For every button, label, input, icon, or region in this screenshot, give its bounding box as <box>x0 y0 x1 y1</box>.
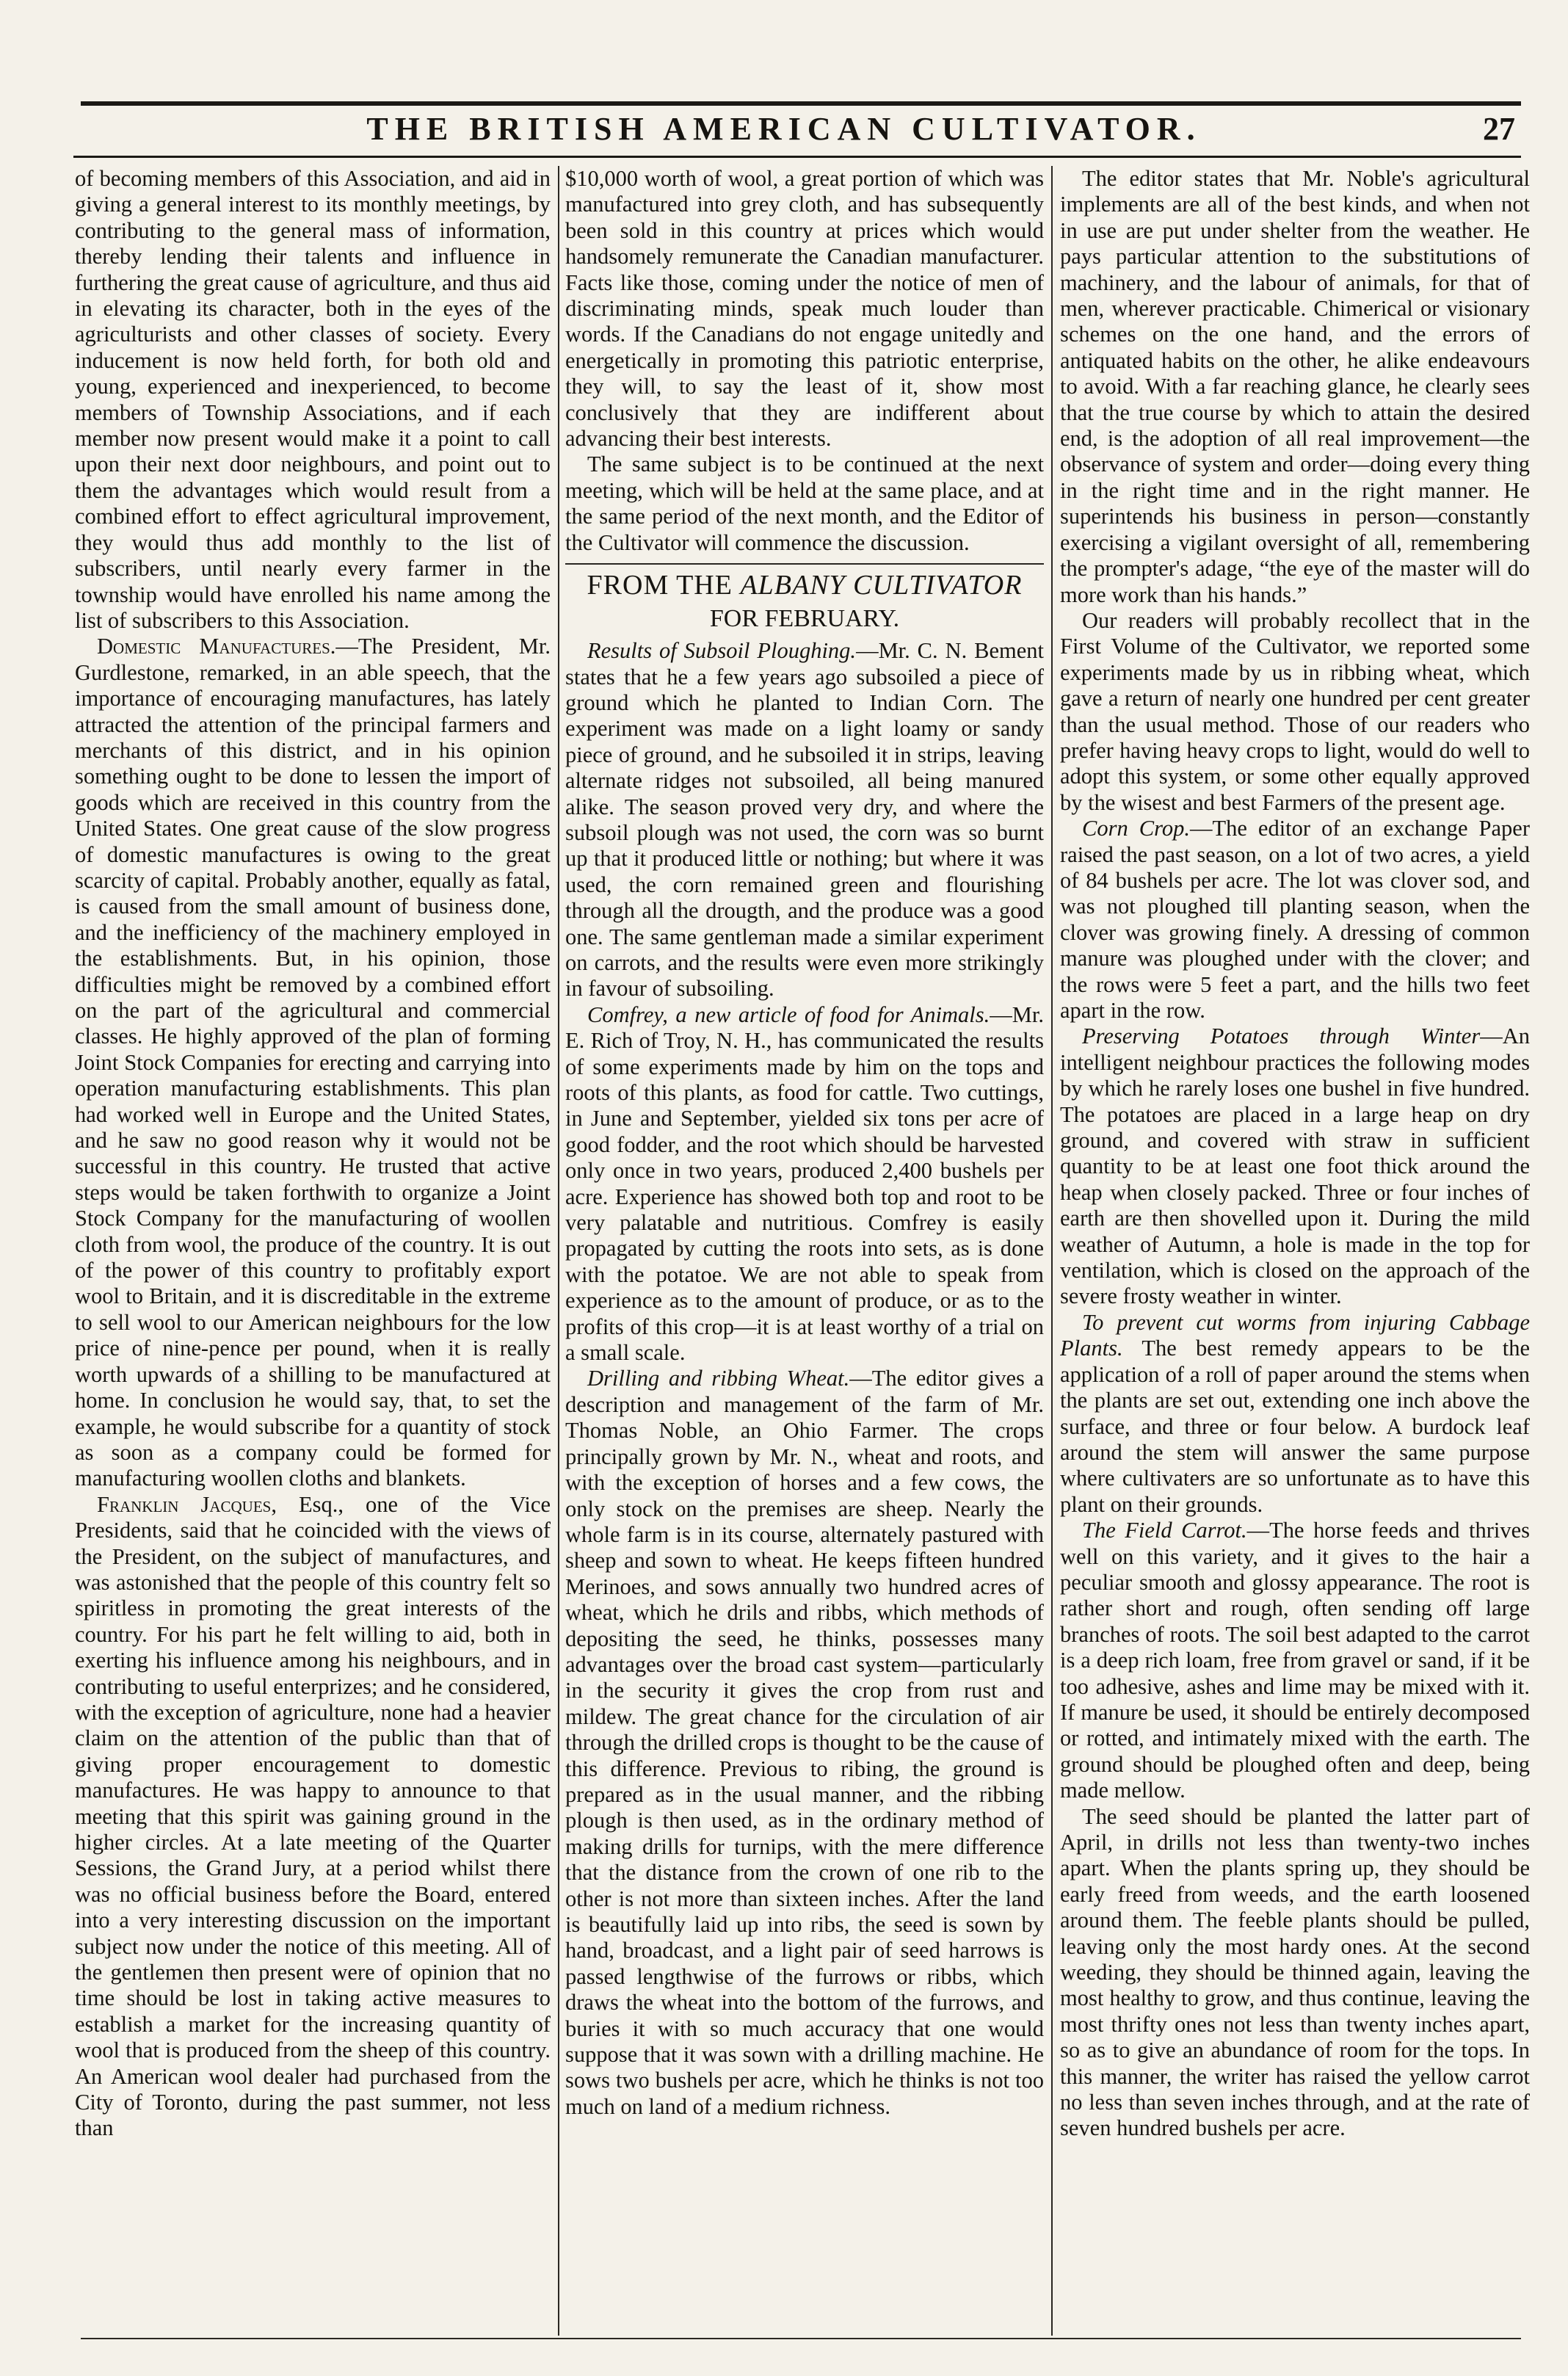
paragraph-lead: Results of Subsoil Ploughing. <box>587 638 857 664</box>
top-rule <box>81 101 1521 106</box>
header-rule <box>73 156 1521 158</box>
paragraph <box>75 1492 551 2142</box>
paragraph-body: —An intelligent neighbour practices the following modes by which he rarely loses one bushel in five hundred. The potatoes are placed in a large heap on dry ground, and covered with straw in sufficient quantity to be at least one foot thick around the heap when closely packed. Three or four inches of earth are then shovelled upon it. During the mild weather of Autumn, a hole is made in the top for ventilation, which is closed on the approach of the severe frosty weather in winter. <box>1060 1024 1530 1309</box>
paragraph-body: —The editor gives a description and management of the farm of Mr. Thomas Noble, an Ohio Farmer. The crops principally grown by Mr. N., wheat and roots, and with the exception of horses and a few cows, the only stock on the premises are sheep. Nearly the whole farm is in its course, alternately pastured with sheep and sown to wheat. He keeps fifteen hundred Merinoes, and sows annually two hundred acres of wheat, which he drils and ribbs, which methods of depositing the seed, he thinks, possesses many advantages over the broad cast system—particularly in the security it gives the crop from rust and mildew. The great chance for the circulation of air through the drilled crops is thought to be the cause of this difference. Previous to ribing, the ground is prepared as in the usual manner, and the ribbing plough is then used, as in the ordinary method of making drills for turnips, with the mere difference that the distance from the crown of one rib to the other is not more than sixteen inches. After the land is beautifully laid up into ribs, the seed is sown by hand, broadcast, and a light pair of seed harrows is passed lengthwise of the furrows or ribbs, which draws the wheat into the bottom of the furrows, and buries it with so much accuracy that one would suppose that it was sown with a drilling machine. He sows two bushels per acre, which he thinks is not too much on land of a medium richness. <box>565 1366 1044 2119</box>
paragraph: of becoming members of this Association, and aid in giving a general interest to its monthly meetings, by contributing to the general mass of information, thereby lending their talents and influence in furthering the great cause of agriculture, and thus aid in elevating its character, both in the eyes of the agriculturists and other classes of society. Every inducement is now held forth, for both old and young, experienced and inexperienced, to become members of Township Associations, and if each member now present would make it a point to call upon their next door neighbours, and point out to them the advantages which would result from a combined effort to effect agricultural improvement, they would thus add monthly to the list of subscribers, until nearly every farmer in the township would have enrolled his name among the list of subscribers to this Association. <box>75 166 551 633</box>
paragraph-lead: Drilling and ribbing Wheat. <box>587 1366 850 1391</box>
paragraph-lead: Franklin Jacques, <box>97 1491 277 1517</box>
paragraph <box>1060 1024 1530 1309</box>
column-1 <box>75 166 551 2336</box>
paragraph: The same subject is to be continued at the next meeting, which will be held at the same place, and at the same period of the next month, and the Editor of the Cultivator will commence the discussion. <box>565 452 1044 555</box>
paragraph <box>1060 1310 1530 1518</box>
page-number: 27 <box>1483 111 1515 147</box>
paragraph-body: —The horse feeds and thrives well on this variety, and it gives to the hair a peculiar smooth and glossy appearance. The root is rather short and rough, often sending off large branches of roots. The soil best adapted to the carrot is a deep rich loam, free from gravel or sand, if it be too adhesive, ashes and lime may be mixed with it. If manure be used, it should be entirely decomposed or rotted, and intimately mixed with the earth. The ground should be ploughed often and deep, being made mellow. <box>1060 1518 1530 1803</box>
paragraph <box>565 1002 1044 1366</box>
paragraph-body: —Mr. C. N. Bement states that he a few years ago subsoiled a piece of ground which he planted to Indian Corn. The experiment was made on a light loamy or sandy piece of ground, and he subsoiled it in strips, leaving alternate ridges not subsoiled, all being manured alike. The season proved very dry, and where the subsoil plough was not used, the corn was so burnt up that it produced little or nothing; but where it was used, the corn remained green and flourishing through all the drougth, and the produce was a good one. The same gentleman made a similar experiment on carrots, and the results were even more strikingly in favour of subsoiling. <box>565 638 1044 1002</box>
paragraph: The seed should be planted the latter part of April, in drills not less than twenty-two inches apart. When the plants spring up, they should be early freed from weeds, and the earth loosened around them. The feeble plants should be pulled, leaving only the most hardy ones. At the second weeding, they should be thinned again, leaving the most healthy to grow, and thus continue, leaving the most thrifty ones not less than twenty inches apart, so as to give an abundance of room for the tops. In this manner, the writer has raised the yellow carrot no less than seven inches through, and at the rate of seven hundred bushels per acre. <box>1060 1803 1530 2141</box>
section-title-source: ALBANY CULTIVATOR <box>740 570 1023 601</box>
paragraph-lead: Preserving Potatoes through Winter <box>1082 1024 1481 1049</box>
paragraph <box>75 634 551 1491</box>
bottom-rule <box>81 2338 1521 2339</box>
paragraph-body: —The President, Mr. Gurdlestone, remarked, in an able speech, that the importance of encouraging manufactures, has lately attracted the attention of the principal farmers and merchants of this district, and in his opinion something ought to be done to lessen the import of goods which are received in this country from the United States. One great cause of the slow progress of domestic manufactures is owing to the great scarcity of capital. Probably another, equally as fatal, is caused from the small amount of business done, and the inefficiency of the machinery employed in the establishments. But, in his opinion, those difficulties might be removed by a combined effort on the part of the agricultural and commercial classes. He highly approved of the plan of forming Joint Stock Companies for erecting and carrying into operation manufacturing establishments. This plan had worked well in Europe and the United States, and he saw no good reason why it would not be successful in this country. He trusted that active steps would be taken forthwith to organize a Joint Stock Company for the manufacturing of woollen cloth from wool, the produce of the country. It is out of the power of this country to profitably export wool to Britain, and it is discreditable in the extreme to sell wool to our American neighbours for the low price of nine-pence per pound, when it is really worth upwards of a shilling to be manufactured at home. In conclusion he would say, that, to set the example, he would subscribe for a quantity of stock as soon as a company could be formed for manufacturing woollen cloths and blankets. <box>75 634 551 1491</box>
section-rule <box>565 563 1044 565</box>
paragraph <box>565 638 1044 1002</box>
section-title-prefix: FROM THE <box>587 570 741 601</box>
paragraph <box>565 1366 1044 2120</box>
column-divider-1 <box>558 166 559 2336</box>
section-subtitle: FOR FEBRUARY. <box>709 605 900 633</box>
paragraph: $10,000 worth of wool, a great portion of which was manufactured into grey cloth, and has subsequently been sold in this country at prices which would handsomely remunerate the Canadian manufacturer. Facts like those, coming under the notice of men of discriminating minds, speak much louder than words. If the Canadians do not engage unitedly and energetically in promoting this patriotic enterprise, they will, to say the least of it, show most conclusively that they are indifferent about advancing their best interests. <box>565 166 1044 452</box>
running-title: THE BRITISH AMERICAN CULTIVATOR. <box>366 111 1202 147</box>
column-divider-2 <box>1051 166 1053 2336</box>
column-3 <box>1060 166 1530 2336</box>
section-title <box>565 571 1044 600</box>
paragraph-lead: To prevent cut worms from injuring Cabbage Plants. <box>1060 1309 1530 1361</box>
paragraph-lead: Comfrey, a new article of food for Animals. <box>587 1002 990 1027</box>
paragraph-body: —Mr. E. Rich of Troy, N. H., has communicated the results of some experiments made by him on the tops and roots of this plants, as food for cattle. Two cuttings, in June and September, yielded six tons per acre of good fodder, and the root which should be harvested only once in two years, produced 2,400 bushels per acre. Experience has showed both top and root to be very palatable and nutritious. Comfrey is easily propagated by cutting the roots into sets, as is done with the potatoe. We are not able to speak from experience as to the amount of produce, or as to the profits of this crop—it is at least worthy of a trial on a small scale. <box>565 1002 1044 1366</box>
paragraph: Our readers will probably recollect that in the First Volume of the Cultivator, we reported some experiments made by us in ribbing wheat, which gave a return of nearly one hundred per cent greater than the usual method. Those of our readers who prefer having heavy crops to light, would do well to adopt this system, or some other equally approved by the wisest and best Farmers of the present age. <box>1060 607 1530 815</box>
paragraph-lead: Domestic Manufactures. <box>97 634 336 659</box>
paragraph-lead: Corn Crop. <box>1082 816 1190 841</box>
paragraph <box>1060 816 1530 1024</box>
paragraph-body: The best remedy appears to be the application of a roll of paper around the stems when the plants are set out, extending one inch above the surface, and three or four below. A burdock leaf around the stem will answer the same purpose where cultivaters are so unfortunate as to have this plant on their grounds. <box>1060 1336 1530 1517</box>
paragraph: The editor states that Mr. Noble's agricultural implements are all of the best kinds, and when not in use are put under shelter from the weather. He pays particular attention to the substitutions of machinery, and the labour of animals, for that of men, wherever practicable. Chimerical or visionary schemes on the one hand, and the errors of antiquated habits on the other, he alike endeavours to avoid. With a far reaching glance, he clearly sees that the true course by which to attain the desired end, is the adoption of all real improvement—the observance of system and order—doing every thing in the right time and in the right manner. He superintends his business in person—constantly exercising a vigilant oversight of all, remembering the prompter's adage, “the eye of the master will do more work than his hands.” <box>1060 166 1530 607</box>
paragraph-body: —The editor of an exchange Paper raised the past season, on a lot of two acres, a yield of 84 bushels per acre. The lot was clover sod, and was not ploughed till planting season, when the clover was growing finely. A dressing of common manure was ploughed under with the clover; and the rows were 5 feet a part, and the hills two feet apart in the row. <box>1060 816 1530 1023</box>
paragraph-lead: The Field Carrot. <box>1082 1518 1247 1543</box>
paragraph <box>1060 1518 1530 1803</box>
paragraph-body: Esq., one of the Vice Presidents, said that he coincided with the views of the President, on the subject of manufactures, and was astonished that the people of this country felt so spiritless in promoting the great interests of the country. For his part he felt willing to aid, both in exerting his influence among his neighbours, and in contributing to useful enterprizes; and he considered, with the exception of agriculture, none had a heavier claim on the attention of the public than that of giving proper encouragement to domestic manufactures. He was happy to announce to that meeting that this spirit was gaining ground in the higher circles. At a late meeting of the Quarter Sessions, the Grand Jury, at a period whilst there was no official business before the Board, entered into a very interesting discussion on the important subject now under the notice of this meeting. All of the gentlemen then present were of opinion that no time should be lost in taking active measures to establish a market for the increasing quantity of wool that is produced from the sheep of this country. An American wool dealer had purchased from the City of Toronto, during the past summer, not less than <box>75 1491 551 2141</box>
column-2 <box>565 166 1044 2336</box>
